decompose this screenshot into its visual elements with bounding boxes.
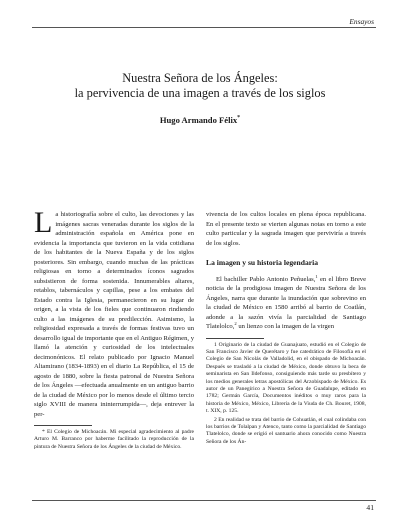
footnote-1: 1 Originario de la ciudad de Guanajuato, estudió en el Colegio de San Francisco Javier de Querétaro y fue catedrático de Filosofía en el Colegio de San Nicolás de Valladolid, en el obispado de Michoacán. Después se trasladó a la ciudad de México, donde obtuvo la beca de seminarista en San Ildefonso, consiguiendo más tarde su presbítero y los medios generales letras apostólicas del Arzobispado de México. Es autor de un Panegírico a Nuestra Señora de Guadalupe, editado en 1782; Germán García, Documentos inéditos o muy raros para la historia de México, México, Librería de la Viuda de Ch. Bouret, 1908, t. XIX, p. 125. [206, 341, 366, 415]
left-column [34, 206, 194, 452]
continuation-paragraph: vivencia de los cultos locales en plena época republicana. En el presente texto se vierten algunas notas en torno a este culto particular y la sagrada imagen que perviviría a través de los siglos. [206, 211, 366, 247]
page-number: 41 [366, 503, 374, 512]
body-paragraph [206, 275, 366, 332]
drop-cap: L [34, 206, 53, 239]
right-footnotes [206, 342, 366, 447]
title-line-1: Nuestra Señora de los Ángeles: [122, 71, 278, 85]
paragraph-text-a: El bachiller Pablo Antonio Peñuelas, [216, 275, 316, 283]
author-name: Hugo Armando Félix [159, 115, 238, 125]
footnote-rule-right [206, 338, 264, 339]
footnote-rule [34, 425, 92, 426]
footer-rule [32, 500, 376, 501]
author-footnote: * El Colegio de Michoacán. Mi especial agradecimiento al padre Arturo M. Barranco por haberme facilitado la reproducción de la pintura de Nuestra Señora de los Ángeles de la ciudad de México. [34, 429, 194, 450]
author-mark: * [237, 115, 241, 122]
intro-text: a historiografía sobre el culto, las devociones y las imágenes sacras veneradas durante los siglos de la administración española en América pone en evidencia la importancia que tuvieron en la vida cotidiana de los habitantes de la Nueva España y de los siglos posteriores. Sin embargo, cuando muchas de las prácticas religiosas en torno a determinados íconos sagrados subsistieron de forma sostenida. Innumerables altares, retablos, tabernáculos y capillas, pese a los embates del Estado contra la Iglesia, permanecieron en su lugar de origen, a la vista de los fieles que continuaron rindiendo culto a las imágenes de su predilección. Asimismo, la religiosidad expresada a través de formas festivas tuvo un desarrollo igual de importante que en el Antiguo Régimen, y llamó la atención y curiosidad de los intelectuales decimonónicos. El relato publicado por Ignacio Manuel Altamirano (1834-1893) en el diario La República, el 15 de agosto de 1880, sobre la fiesta patronal de Nuestra Señora de los Ángeles —efectuada anualmente en un antiguo barrio de la ciudad de México por lo menos desde el último tercio siglo XVIII de manera ininterrumpida—, deja entrever la per- [34, 211, 194, 418]
footnote-ref-1: 1 [315, 273, 318, 279]
left-footnotes [34, 429, 194, 451]
title-line-2: la pervivencia de una imagen a través de los siglos [74, 86, 326, 100]
intro-paragraph [34, 206, 194, 419]
footnote-ref-2: 2 [234, 320, 237, 326]
section-heading: La imagen y su historia legendaria [206, 258, 319, 267]
header-rule [32, 27, 376, 28]
right-column [206, 210, 366, 447]
article-author [20, 115, 380, 125]
paragraph-text-c: un lienzo con la imagen de la virgen [236, 323, 334, 330]
section-label: Ensayos [349, 17, 374, 26]
article-title [20, 71, 380, 101]
paragraph-text-b: en el libro Breve noticia de la prodigiosa imagen de Nuestra Señora de los Ángeles, narra que durante la inundación que sobrevino en la ciudad de México en 1580 arribó al barrio de Coatlán, adonde a la sazón vivía la parcialidad de Santiago Tlatelolco, [206, 275, 366, 330]
footnote-2: 2 En realidad se trata del barrio de Cohuatlán, el cual colindaba con los barrios de Tolalpan y Atenco, tanto como la parcialidad de Santiago Tlatelolco, donde se erigió el santuario ahora conocido como Nuestra Señora de los Án- [206, 416, 366, 445]
